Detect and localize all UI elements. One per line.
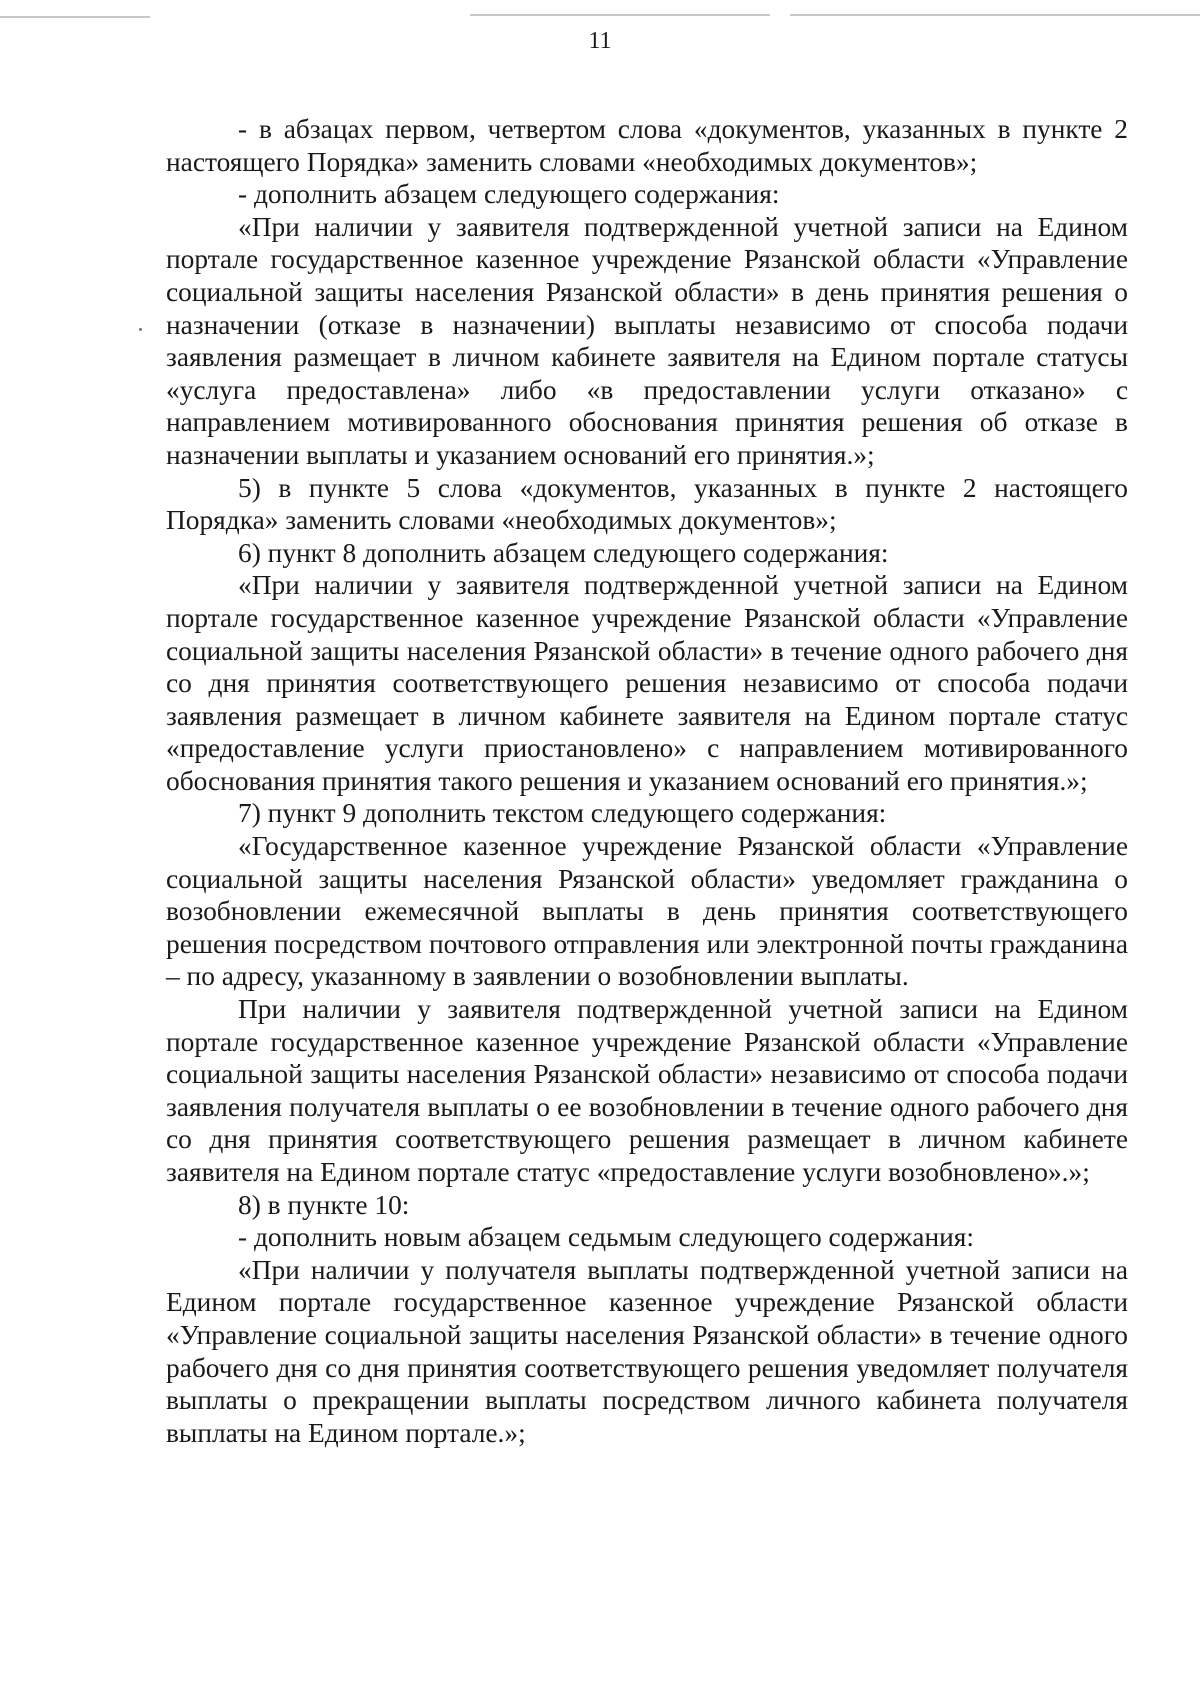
paragraph: 8) в пункте 10:: [238, 1189, 410, 1220]
paragraph: «При наличии у заявителя подтвержденной учетной записи на Едином портале государственное казенное учреждение Рязанской области «Управление социальной защиты населения Рязанской области» в течение одного рабочего дня со дня принятия соответствующего решения независимо от способа подачи заявления размещает в личном кабинете заявителя на Едином портале статус «предоставление услуги приостановлено» с направлением мотивированного обоснования принятия такого решения и указанием оснований его принятия.»;: [166, 570, 1128, 796]
document-body: [166, 113, 1128, 1449]
scan-artifact-line: [0, 16, 150, 18]
paragraph: «При наличии у заявителя подтвержденной учетной записи на Едином портале государственное казенное учреждение Рязанской области «Управление социальной защиты населения Рязанской области» в день принятия решения о назначении (отказе в назначении) выплаты независимо от способа подачи заявления размещает в личном кабинете заявителя на Едином портале статусы «услуга предоставлена» либо «в предоставлении услуги отказано» с направлением мотивированного обоснования принятия решения об отказе в назначении выплаты и указанием оснований его принятия.»;: [166, 211, 1128, 470]
paragraph: - дополнить абзацем следующего содержания:: [238, 179, 780, 210]
paragraph: «Государственное казенное учреждение Рязанской области «Управление социальной защиты населения Рязанской области» уведомляет гражданина о возобновлении ежемесячной выплаты в день принятия соответствующего решения посредством почтового отправления или электронной почты гражданина – по адресу, указанному в заявлении о возобновлении выплаты.: [166, 831, 1128, 992]
paragraph: 5) в пункте 5 слова «документов, указанных в пункте 2 настоящего Порядка» заменить словами «необходимых документов»;: [166, 472, 1128, 536]
paragraph: При наличии у заявителя подтвержденной учетной записи на Едином портале государственное казенное учреждение Рязанской области «Управление социальной защиты населения Рязанской области» независимо от способа подачи заявления получателя выплаты о ее возобновлении в течение одного рабочего дня со дня принятия соответствующего решения размещает в личном кабинете заявителя на Едином портале статус «предоставление услуги возобновлено».»;: [166, 994, 1128, 1187]
page-number: 11: [588, 28, 612, 54]
paragraph: - в абзацах первом, четвертом слова «документов, указанных в пункте 2 настоящего Порядка» заменить словами «необходимых документов»;: [166, 114, 1128, 177]
paragraph: - дополнить новым абзацем седьмым следующего содержания:: [238, 1222, 974, 1253]
paragraph: «При наличии у получателя выплаты подтвержденной учетной записи на Едином портале государственное казенное учреждение Рязанской области «Управление социальной защиты населения Рязанской области» в течение одного рабочего дня со дня принятия соответствующего решения уведомляет получателя выплаты о прекращении выплаты посредством личного кабинета получателя выплаты на Едином портале.»;: [166, 1254, 1128, 1448]
scan-artifact-line: [790, 14, 1200, 16]
scan-speck: [139, 328, 142, 331]
paragraph: 7) пункт 9 дополнить текстом следующего содержания:: [238, 798, 887, 829]
paragraph: 6) пункт 8 дополнить абзацем следующего содержания:: [238, 537, 889, 568]
scan-artifact-line: [470, 14, 770, 16]
